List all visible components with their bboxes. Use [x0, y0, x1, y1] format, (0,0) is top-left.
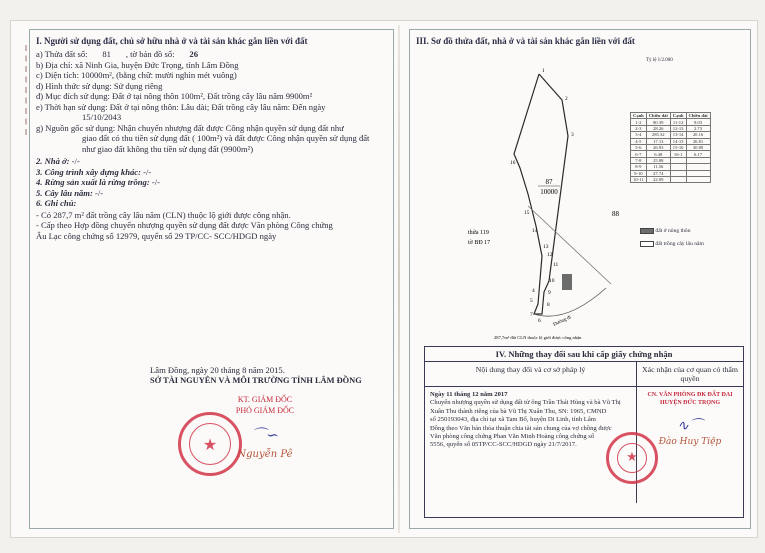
issue-date: Lâm Đồng, ngày 20 tháng 8 năm 2015. [150, 365, 285, 375]
purpose-line: đ) Mục đích sử dụng: Đất ở tại nông thôn 100m², Đất trồng cây lâu năm 9900m² [36, 91, 313, 101]
edge-table-cell: 8-9 [631, 164, 647, 170]
road-note: 287,7m² đất CLN thuộc lộ giới được công nhận [494, 335, 582, 340]
changes-col-confirm: Xác nhận của cơ quan có thẩm quyền [642, 365, 738, 383]
official-seal [178, 412, 242, 476]
point-13: 13 [543, 244, 549, 250]
note-line-1: - Có 287,7 m² đất trồng cây lâu năm (CLN) thuộc lộ giới được công nhận. [36, 209, 291, 220]
map-sheet-label: , tờ bản đồ số: [125, 49, 175, 59]
legend-item-perennial: đất trồng cây lâu năm [640, 238, 704, 251]
parcel-area-label: 10000 [540, 188, 558, 196]
parcel-map [416, 56, 646, 346]
office-signature-mark: ∿⌒ [677, 417, 703, 434]
seal-star-icon: ★ [202, 437, 218, 454]
area-line: c) Diện tích: 10000m², (bằng chữ: mười nghìn mét vuông) [36, 70, 237, 80]
parcel-label: a) Thửa đất số: [36, 49, 88, 59]
change-text-4: Đồng theo Văn bản thỏa thuận chia tài sản chung của vợ chồng được [430, 424, 612, 432]
deputy-title-2: PHÓ GIÁM ĐỐC [235, 405, 295, 415]
note-line-3: Âu Lạc công chứng số 12979, quyển số 29 TP/CC- SCC/HDGD ngày [36, 230, 277, 241]
map-sheet-number: 26 [189, 49, 198, 59]
road-label: Đường đi [552, 315, 573, 328]
origin-line-1: g) Nguồn gốc sử dụng: Nhận chuyển nhượng đất được Công nhận quyền sử dụng đất như [36, 122, 344, 133]
edge-table-cell: 12-13 [670, 125, 686, 131]
changes-header [425, 362, 743, 387]
point-11: 11 [553, 262, 559, 268]
construction-item: 3. Công trình xây dựng khác: -/- [36, 166, 152, 177]
residential-area-block [562, 274, 572, 290]
point-6: 6 [538, 318, 541, 324]
edge-table-header-cell: Chiều dài [646, 113, 670, 119]
right-page [409, 29, 751, 529]
legend-swatch-residential [640, 228, 654, 234]
neighbor-88-label: 88 [612, 210, 619, 218]
edge-length-table [630, 112, 711, 183]
road-curve [534, 288, 606, 316]
point-9: 9 [548, 290, 551, 296]
forest-item: 4. Rừng sản xuất là rừng trồng: -/- [36, 177, 160, 187]
point-5: 5 [530, 298, 533, 304]
point-16: 16 [510, 160, 516, 166]
notes-item: 6. Ghi chú: [36, 198, 77, 208]
point-10: 10 [549, 278, 555, 284]
edge-table-cell: 6.17 [686, 151, 710, 157]
edge-table-cell: 2-3 [631, 125, 647, 131]
edge-table-cell: 6-7 [631, 151, 647, 157]
edge-table-header-cell: Cạnh [631, 113, 647, 119]
edge-table-cell: 11.56 [646, 164, 670, 170]
edge-table-cell: 17.13 [646, 138, 670, 144]
point-7: 7 [530, 312, 533, 318]
origin-line-3: như giao đất không thu tiền sử dụng đất (9900m²) [82, 143, 254, 154]
left-edge-marks [25, 45, 39, 135]
address-line: b) Địa chỉ: xã Ninh Gia, huyện Đức Trọng, tỉnh Lâm Đồng [36, 59, 239, 70]
term-line: e) Thời hạn sử dụng: Đất ở tại nông thôn: Lâu dài; Đất trồng cây lâu năm: Đến ngày [36, 101, 326, 112]
changes-col-content: Nội dung thay đổi và cơ sở pháp lý [425, 362, 637, 386]
usage-form-line: d) Hình thức sử dụng: Sử dụng riêng [36, 80, 163, 91]
edge-table-row [631, 176, 711, 182]
edge-table-cell: 5-6 [631, 144, 647, 150]
left-page [29, 29, 394, 529]
legend-item-residential: đất ở nông thôn [640, 225, 704, 238]
point-14: 14 [532, 228, 538, 234]
neighbor-119-label: thửa 119 [468, 230, 489, 236]
change-text-5: Văn phòng công chứng Phan Văn Minh Hoàng công chứng số [430, 433, 595, 441]
property-items [36, 156, 388, 209]
issuing-authority: SỞ TÀI NGUYÊN VÀ MÔI TRƯỜNG TỈNH LÂM ĐỒNG [150, 375, 362, 385]
edge-table-cell: 80.39 [646, 119, 670, 125]
edge-table-cell: 2.73 [686, 125, 710, 131]
edge-table-cell: 285.32 [646, 132, 670, 138]
edge-table-cell: 26.93 [646, 144, 670, 150]
point-1: 1 [542, 68, 545, 74]
edge-table-cell: 25.88 [646, 157, 670, 163]
sheet-17-label: tờ BĐ 17 [468, 240, 491, 246]
parcel-line [36, 49, 388, 60]
edge-table-cell: 30.80 [686, 144, 710, 150]
edge-table-header-cell: Chiều dài [686, 113, 710, 119]
origin-line-2: giao đất có thu tiền sử dụng đất ( 100m²) và đất được Công nhận quyền sử dụng đất [82, 133, 370, 143]
edge-table-cell: 4-5 [631, 138, 647, 144]
change-text-1: Chuyển nhượng quyền sử dụng đất từ ông Trần Thái Hùng và bà Vũ Thị [430, 399, 621, 407]
term-date-line: 15/10/2043 [82, 112, 122, 122]
office-name-1: CN. VĂN PHÒNG ĐK ĐẤT ĐAI [647, 392, 733, 398]
edge-table-cell: 27.74 [646, 170, 670, 176]
edge-table-cell [686, 176, 710, 182]
edge-table-cell: 13-14 [670, 132, 686, 138]
right-section-title: III. Sơ đồ thửa đất, nhà ở và tài sản khác gắn liền với đất [416, 36, 635, 46]
change-text-3: số 250193043, địa chỉ tại xã Tam Bố, huyện Di Linh, tỉnh Lâm [430, 416, 596, 424]
changes-body [425, 387, 743, 503]
edge-table-cell: 10-11 [631, 176, 647, 182]
point-8: 8 [547, 302, 550, 308]
change-date: Ngày 11 tháng 12 năm 2017 [430, 391, 508, 398]
edge-table-cell [670, 176, 686, 182]
map-legend [640, 225, 704, 251]
change-seal-star-icon: ★ [626, 449, 638, 464]
edge-table-cell: 11-12 [670, 119, 686, 125]
point-12: 12 [547, 252, 553, 258]
scale-label: Tỷ lệ 1/2.000 [646, 58, 673, 63]
edge-table-cell: 3-4 [631, 132, 647, 138]
edge-table-cell: 9-10 [631, 170, 647, 176]
edge-table-cell: 28.26 [646, 125, 670, 131]
edge-table-cell: 6.48 [646, 151, 670, 157]
signer-name: Nguyễn Pê [237, 449, 293, 460]
signature-mark: ⌒∽ [251, 426, 279, 444]
parcel-number-label: 87 [545, 178, 553, 186]
house-item: 2. Nhà ở: -/- [36, 156, 80, 166]
edge-table-cell: 1-2 [631, 119, 647, 125]
edge-table-cell: 14-15 [670, 138, 686, 144]
changes-box [424, 346, 744, 518]
changes-content [425, 387, 637, 503]
left-section-title: I. Người sử dụng đất, chủ sở hữu nhà ở và tài sản khác gắn liền với đất [36, 36, 308, 46]
edge-table-cell: 20.16 [686, 132, 710, 138]
edge-table-cell: 15-16 [670, 144, 686, 150]
deputy-title-1: KT. GIÁM ĐỐC [237, 395, 293, 404]
change-seal [606, 432, 658, 484]
point-4: 4 [532, 288, 535, 294]
change-text-6: 5556, quyển số 05TP/CC-SCC/HDGD ngày 21/7/2017. [430, 441, 577, 449]
point-3: 3 [571, 132, 574, 138]
office-signer: Đào Huy Tiệp [658, 437, 722, 448]
edge-table-header-cell: Cạnh [670, 113, 686, 119]
changes-title: IV. Những thay đổi sau khi cấp giấy chứng nhận [425, 347, 743, 362]
parcel-number: 81 [102, 49, 111, 59]
change-text-2: Xuân Thu thành riêng của bà Vũ Thị Xuân Thu, SN: 1965, CMND [430, 407, 607, 415]
point-2: 2 [565, 96, 568, 102]
edge-table-cell: 16-1 [670, 151, 686, 157]
edge-table-cell: 22.09 [646, 176, 670, 182]
note-line-2: - Cấp theo Hợp đồng chuyển nhượng quyền sử dụng đất được Văn phòng Công chứng [36, 220, 333, 230]
perennial-item: 5. Cây lâu năm: -/- [36, 187, 104, 198]
edge-table-cell: 7-8 [631, 157, 647, 163]
edge-table-cell: 26.81 [686, 138, 710, 144]
legend-swatch-perennial [640, 241, 654, 247]
point-15: 15 [524, 210, 530, 216]
office-name-2: HUYỆN ĐỨC TRỌNG [659, 400, 720, 407]
certificate-sheet [10, 20, 758, 538]
edge-table-cell: 9.03 [686, 119, 710, 125]
page-fold [398, 25, 400, 533]
